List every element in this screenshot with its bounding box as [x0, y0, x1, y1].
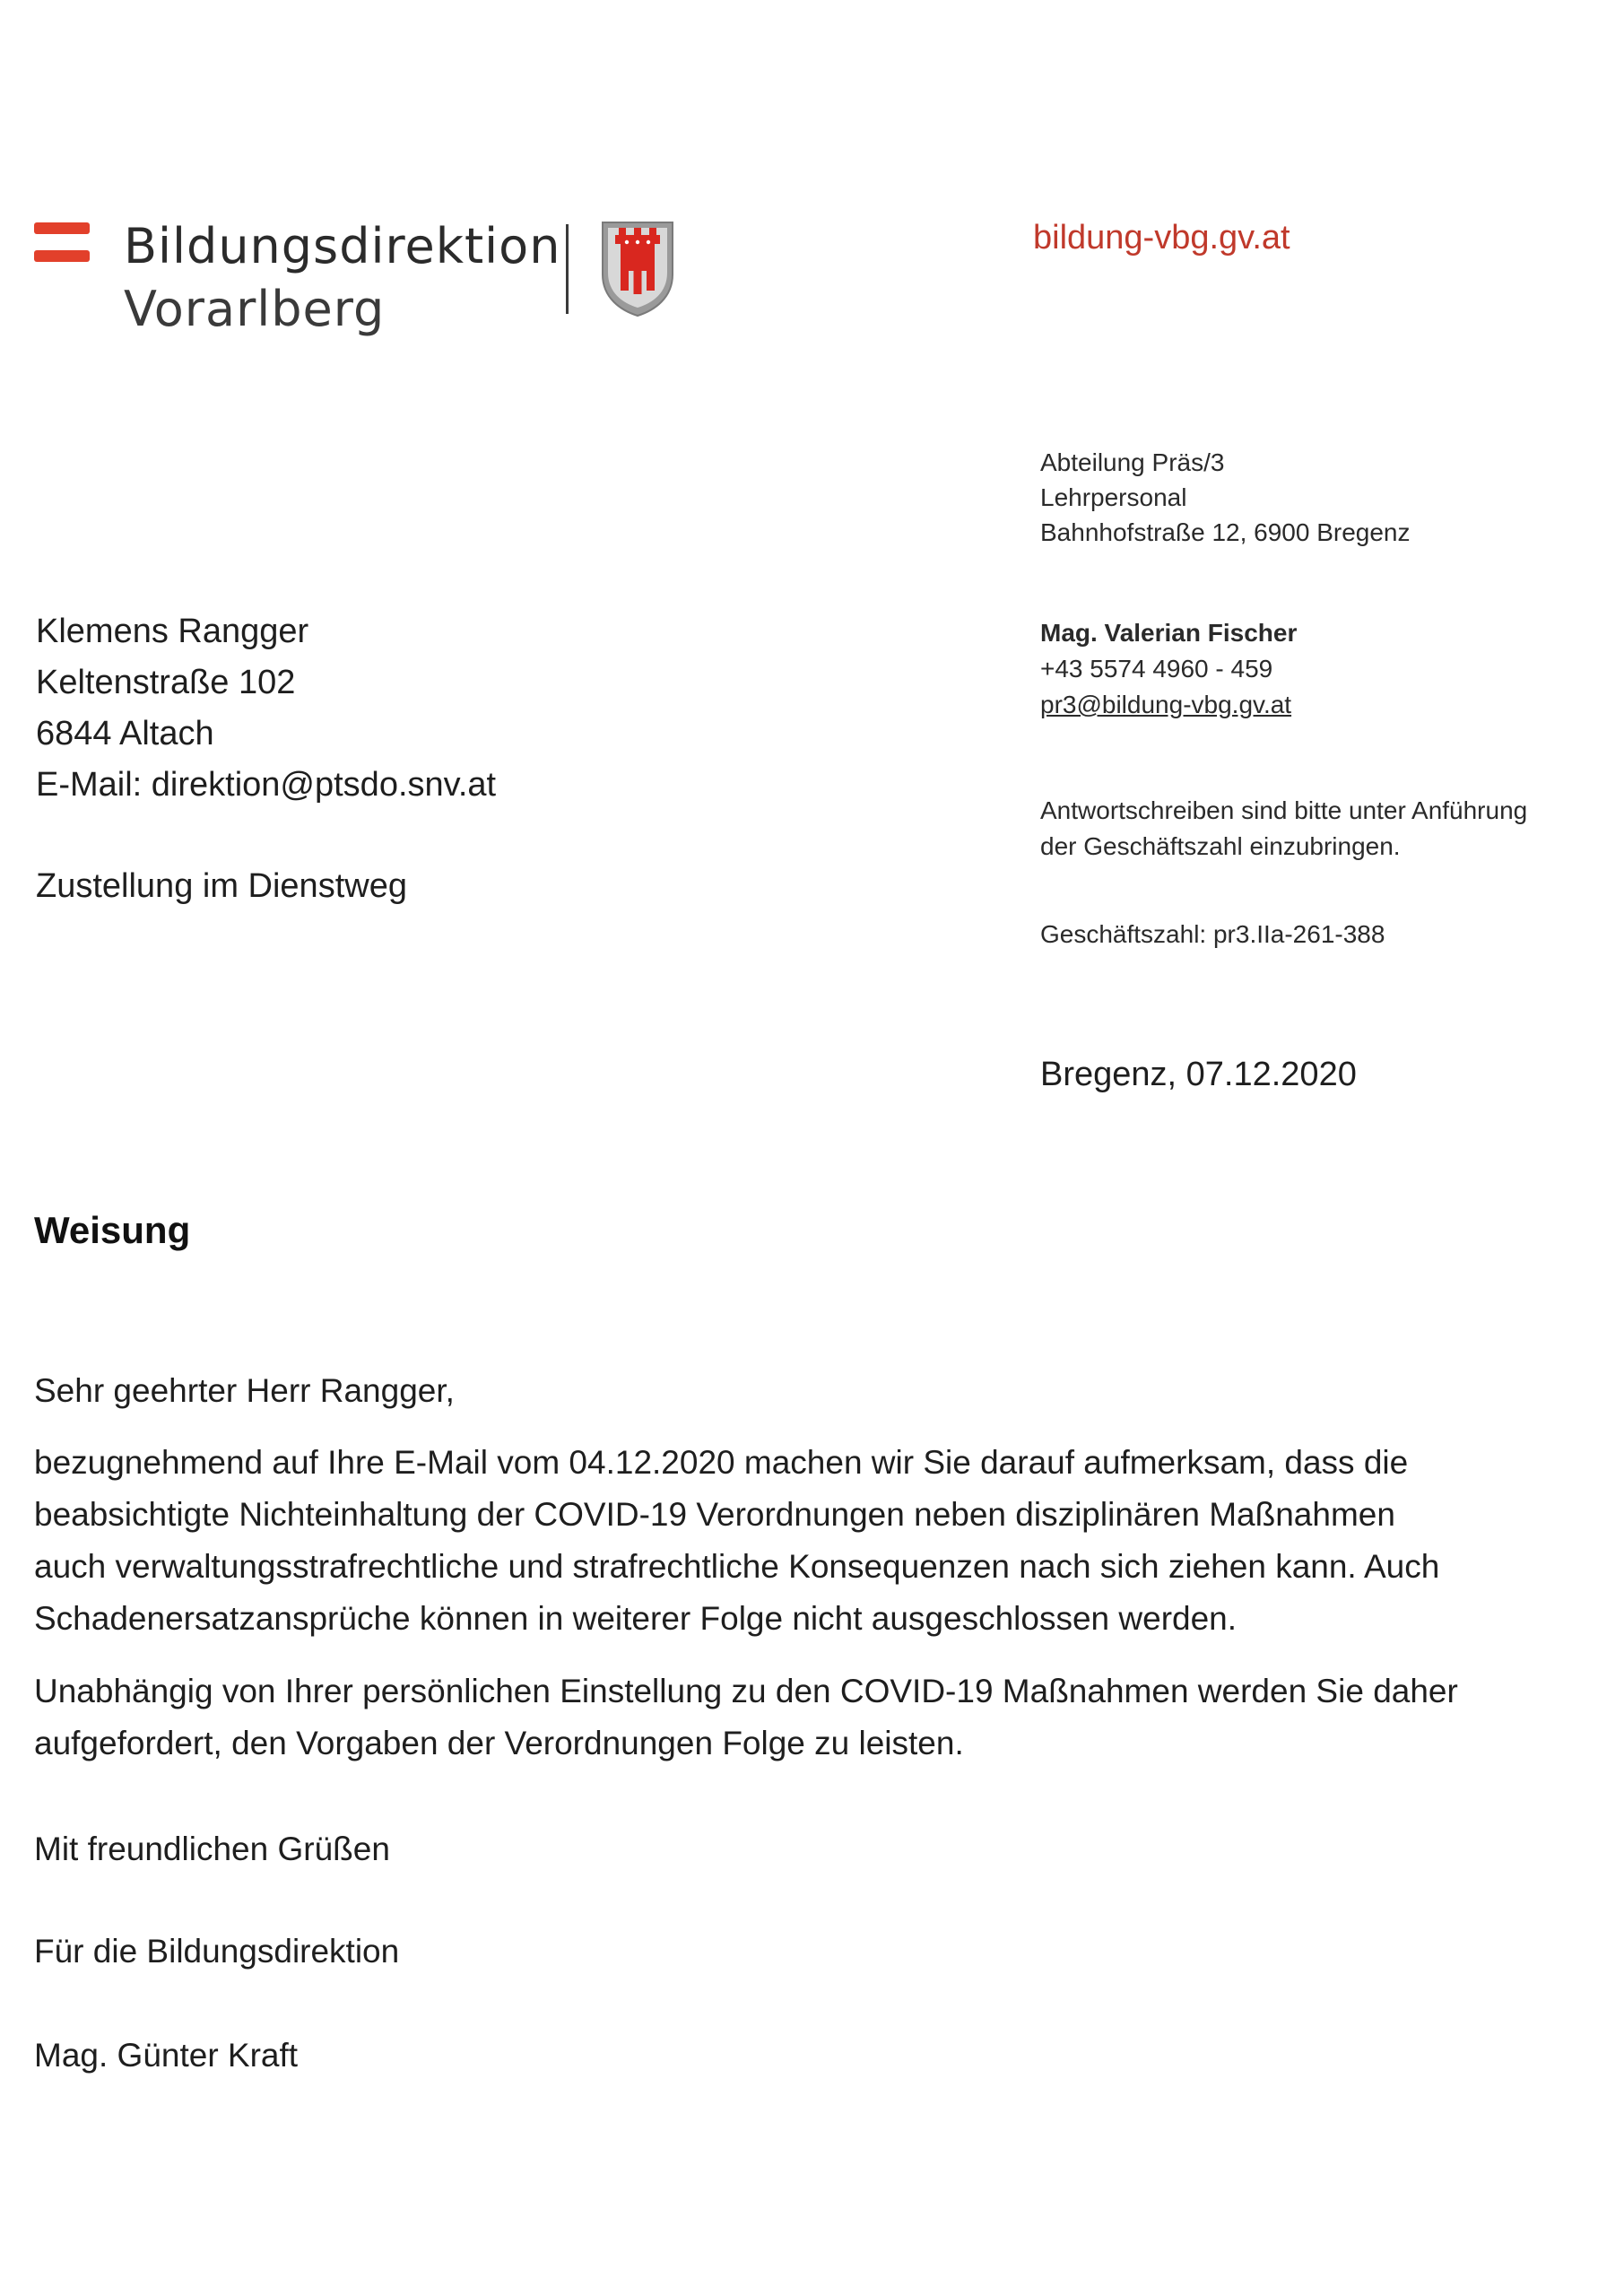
reply-note-line: der Geschäftszahl einzubringen. — [1040, 832, 1401, 860]
recipient-address-block — [36, 606, 664, 811]
reply-note — [1040, 793, 1614, 865]
sender-department: Abteilung Präs/3 — [1040, 448, 1225, 476]
recipient-city: 6844 Altach — [36, 715, 214, 752]
reference-number: Geschäftszahl: pr3.IIa-261-388 — [1040, 920, 1385, 948]
body-paragraph-1 — [34, 1437, 1550, 1645]
letter-date: Bregenz, 07.12.2020 — [1040, 1056, 1357, 1093]
recipient-name: Klemens Rangger — [36, 613, 309, 650]
body-paragraph-2 — [34, 1665, 1550, 1770]
sender-department-block — [1040, 445, 1596, 550]
contact-name: Mag. Valerian Fischer — [1040, 619, 1298, 647]
org-logo — [34, 215, 680, 341]
on-behalf-line: Für die Bildungsdirektion — [34, 1933, 400, 1970]
letter-subject: Weisung — [34, 1209, 191, 1251]
paragraph-line: Schadenersatzansprüche können in weiterer Folge nicht ausgeschlossen werden. — [34, 1600, 1238, 1637]
closing-greeting: Mit freundlichen Grüßen — [34, 1831, 390, 1867]
sender-address: Bahnhofstraße 12, 6900 Bregenz — [1040, 518, 1411, 546]
vorarlberg-coat-of-arms-icon — [599, 219, 676, 317]
logo-divider — [566, 224, 569, 314]
paragraph-line: beabsichtigte Nichteinhaltung der COVID-19 Verordnungen neben disziplinären Maßnahmen — [34, 1496, 1395, 1533]
org-name: Bildungsdirektion — [124, 218, 561, 274]
signatory-name: Mag. Günter Kraft — [34, 2037, 299, 2074]
salutation: Sehr geehrter Herr Rangger, — [34, 1372, 455, 1409]
sender-unit: Lehrpersonal — [1040, 483, 1187, 511]
paragraph-line: auch verwaltungsstrafrechtliche und strafrechtliche Konsequenzen nach sich ziehen kann. Auch — [34, 1548, 1440, 1585]
paragraph-line: Unabhängig von Ihrer persönlichen Einstellung zu den COVID-19 Maßnahmen werden Sie daher — [34, 1673, 1458, 1709]
recipient-street: Keltenstraße 102 — [36, 664, 296, 701]
contact-email-link[interactable]: pr3@bildung-vbg.gv.at — [1040, 691, 1292, 718]
sender-contact-block — [1040, 615, 1596, 723]
website-link[interactable]: bildung-vbg.gv.at — [1033, 219, 1290, 257]
contact-phone: +43 5574 4960 - 459 — [1040, 655, 1273, 683]
paragraph-line: bezugnehmend auf Ihre E-Mail vom 04.12.2020 machen wir Sie darauf aufmerksam, dass die — [34, 1444, 1409, 1481]
paragraph-line: aufgefordert, den Vorgaben der Verordnungen Folge zu leisten. — [34, 1725, 964, 1761]
recipient-email: E-Mail: direktion@ptsdo.snv.at — [36, 766, 497, 804]
delivery-method: Zustellung im Dienstweg — [36, 867, 407, 905]
austrian-flag-icon — [34, 222, 90, 262]
org-region: Vorarlberg — [124, 281, 386, 337]
reply-note-line: Antwortschreiben sind bitte unter Anführung — [1040, 796, 1528, 824]
